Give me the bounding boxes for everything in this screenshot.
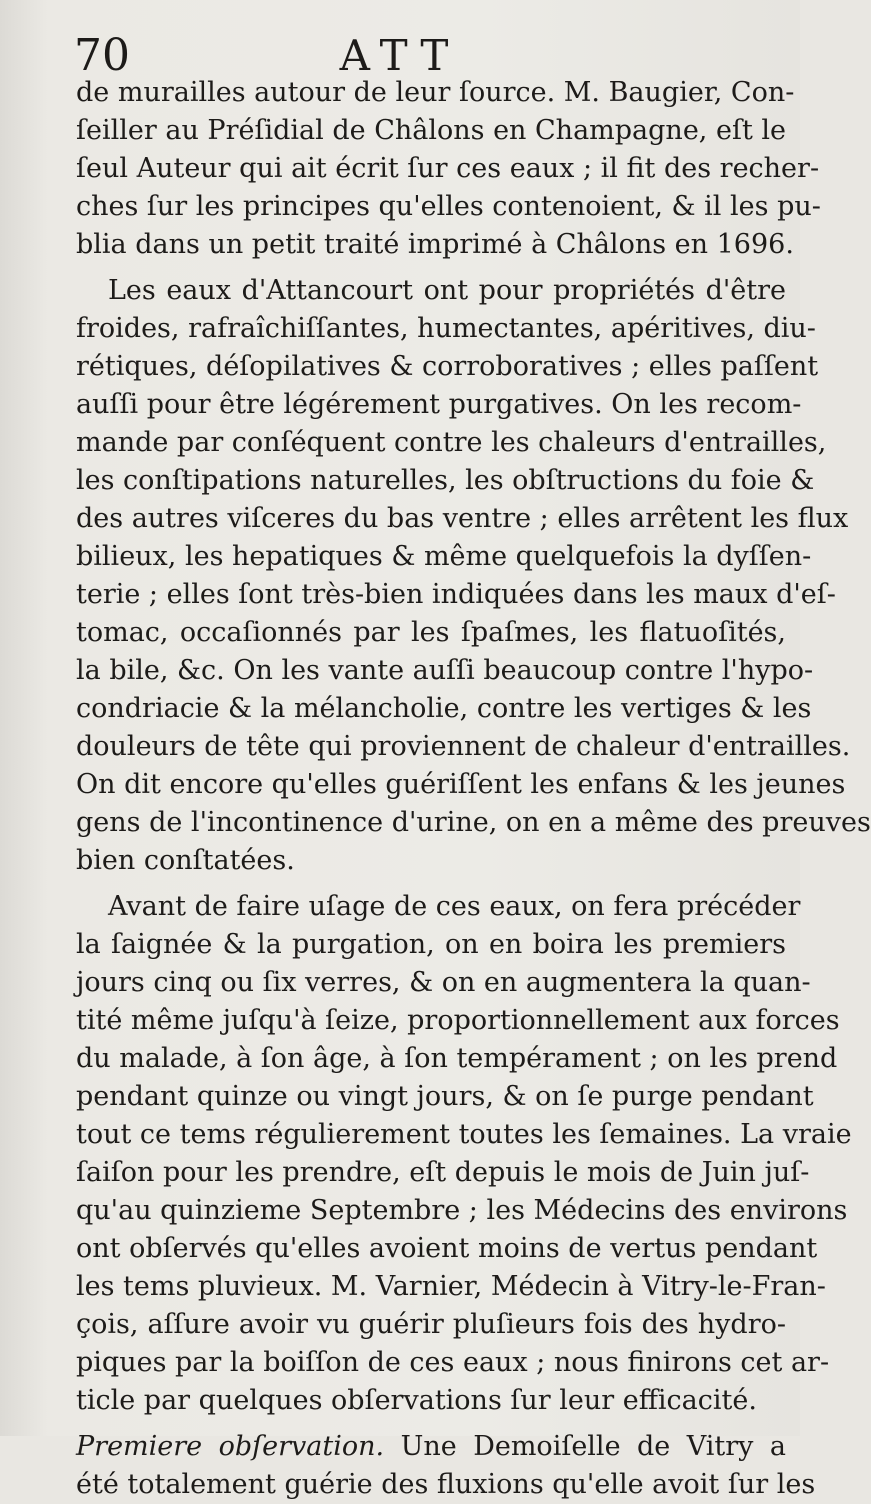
text-line: Les eaux d'Attancourt ont pour propriétés d'être [108,275,786,306]
text-line: çois, aſſure avoir vu guérir pluſieurs fois des hydro- [76,1309,786,1340]
text-line: de murailles autour de leur ſource. M. Baugier, Con- [76,77,795,108]
text-line: ont obſervés qu'elles avoient moins de vertus pendant [76,1233,818,1264]
text-line: On dit encore qu'elles guériſſent les enfans & les jeunes [76,769,846,800]
text-line: gens de l'incontinence d'urine, on en a même des preuves [76,807,871,838]
text-line: ſaiſon pour les prendre, eſt depuis le mois de Juin juſ- [76,1157,810,1188]
text-line: bien conſtatées. [76,845,295,876]
observation-heading: Premiere obſervation. [76,1431,385,1462]
text-line: tité même juſqu'à ſeize, proportionnellement aux forces [76,1005,840,1036]
body-text [76,74,871,1504]
text-line: du malade, à ſon âge, à ſon tempérament ; on les prend [76,1043,838,1074]
text-line: auſſi pour être légérement purgatives. On les recom- [76,389,802,420]
text-fragment: Une Demoiſelle de Vitry a [384,1431,787,1462]
page-number: 70 [74,30,130,81]
text-line: piques par la boiſſon de ces eaux ; nous finirons cet ar- [76,1347,830,1378]
text-line: les conſtipations naturelles, les obſtructions du foie & [76,465,815,496]
paragraph [76,888,852,1420]
paragraph [76,74,821,264]
text-line: mande par conſéquent contre les chaleurs d'entrailles, [76,427,827,458]
text-line: jours cinq ou ſix verres, & on en augmentera la quan- [76,967,811,998]
text-line: ſeul Auteur qui ait écrit ſur ces eaux ; il fit des recher- [76,153,820,184]
text-line: été totalement guérie des fluxions qu'elle avoit ſur les [76,1469,816,1500]
text-line: rétiques, déſopilatives & corroboratives ; elles paſſent [76,351,819,382]
paragraph [76,1428,816,1504]
text-line: qu'au quinzieme Septembre ; les Médecins des environs [76,1195,848,1226]
text-line: des autres viſceres du bas ventre ; elles arrêtent les flux [76,503,849,534]
text-line: bilieux, les hepatiques & même quelquefois la dyſſen- [76,541,812,572]
text-line: la ſaignée & la purgation, on en boira les premiers [76,929,786,960]
text-line: tomac, occaſionnés par les ſpaſmes, les flatuoſités, [76,617,786,648]
text-line: ſeiller au Préſidial de Châlons en Champagne, eſt le [76,115,786,146]
text-line: blia dans un petit traité imprimé à Châlons en 1696. [76,229,794,260]
text-line [76,1428,786,1466]
text-line: froides, rafraîchiſſantes, humectantes, apéritives, diu- [76,313,816,344]
text-line: ticle par quelques obſervations ſur leur efficacité. [76,1385,757,1416]
text-line: ches ſur les principes qu'elles contenoient, & il les pu- [76,191,821,222]
text-line: les tems pluvieux. M. Varnier, Médecin à Vitry-le-Fran- [76,1271,826,1302]
text-line: condriacie & la mélancholie, contre les vertiges & les [76,693,812,724]
text-line: la bile, &c. On les vante auſſi beaucoup contre l'hypo- [76,655,814,686]
text-line: pendant quinze ou vingt jours, & on ſe purge pendant [76,1081,814,1112]
running-head: ATT [339,31,461,80]
text-line: terie ; elles ſont très-bien indiquées dans les maux d'eſ- [76,579,836,610]
text-line: tout ce tems régulierement toutes les ſemaines. La vraie [76,1119,852,1150]
paragraph [76,272,871,880]
text-line: douleurs de tête qui proviennent de chaleur d'entrailles. [76,731,851,762]
text-line: Avant de faire uſage de ces eaux, on fera précéder [108,891,801,922]
